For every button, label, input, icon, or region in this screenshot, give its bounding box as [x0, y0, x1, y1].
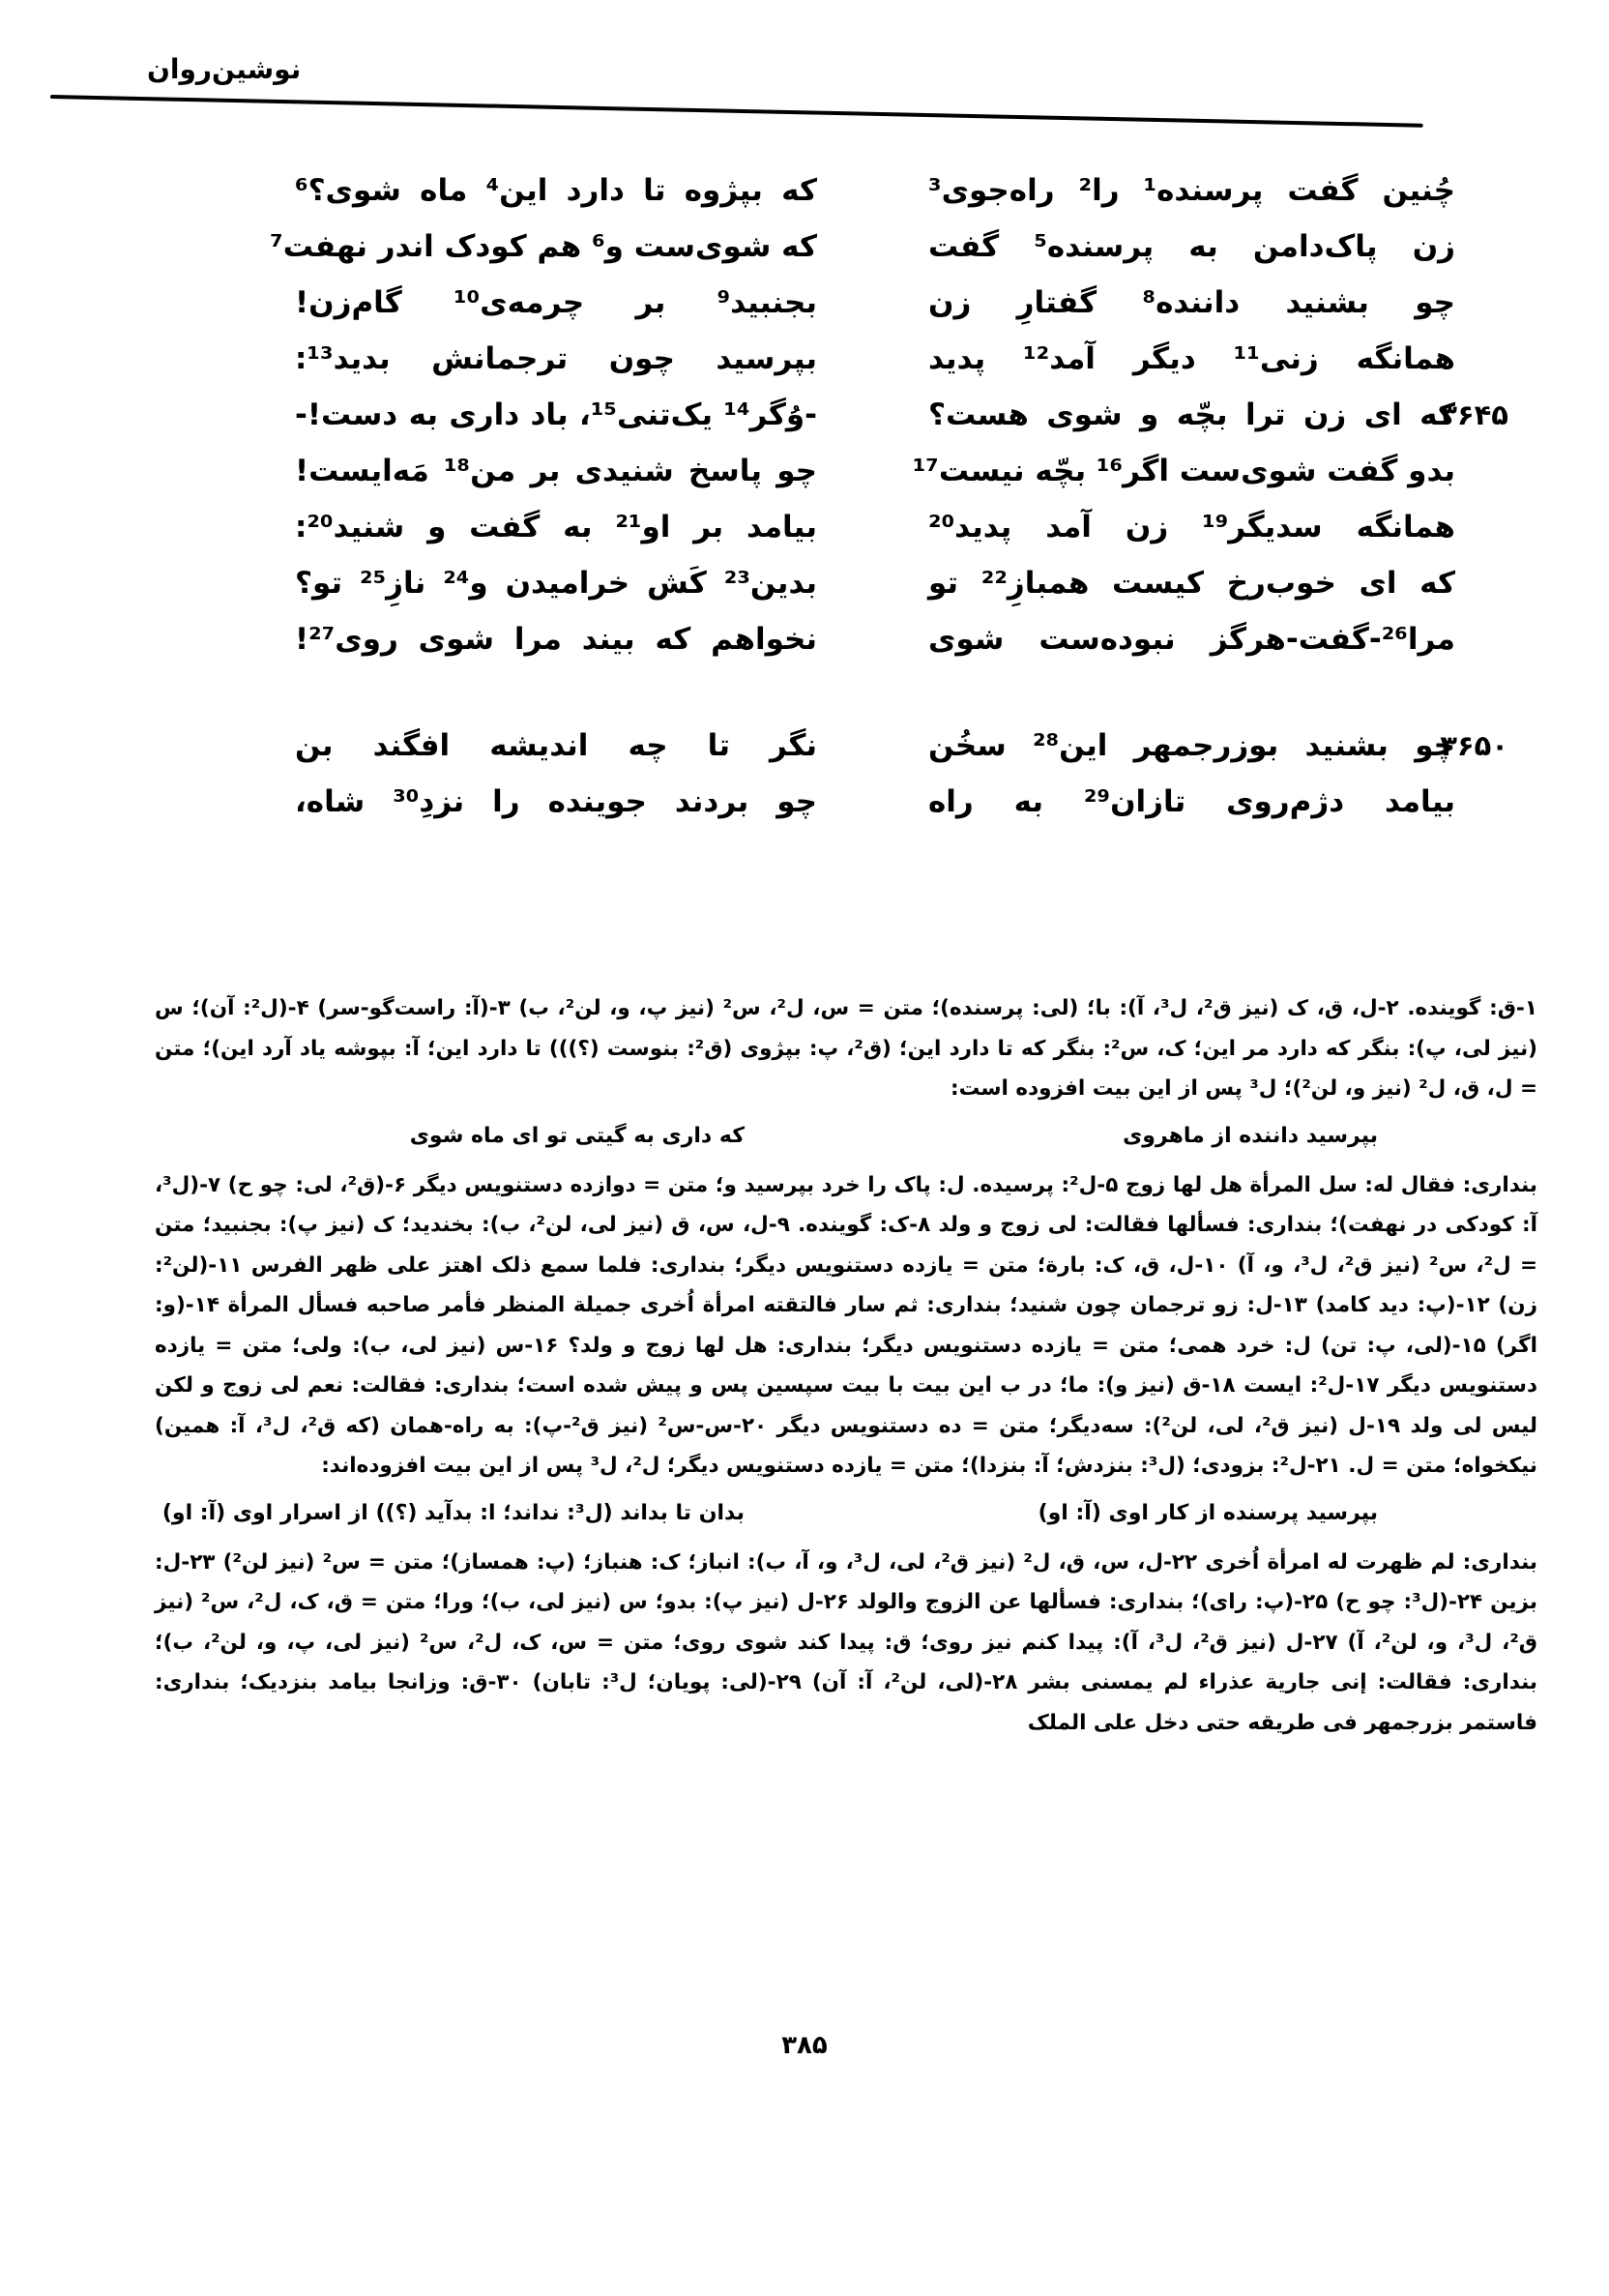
- hemistich-second: بیامد بر او²¹ به گفت و شنید²⁰:: [295, 510, 817, 545]
- quoted-verse: [155, 1490, 1537, 1537]
- hemistich-second: که بپژوه تا دارد این⁴ ماه شوی؟⁶: [295, 173, 817, 208]
- hemistich-first: زن پاک‌دامن به پرسنده⁵ گفت: [928, 229, 1455, 264]
- hemistich-second: بدین²³ کَش خرامیدن و²⁴ نازِ²⁵ تو؟: [295, 566, 817, 601]
- footnote-paragraph: ۱-ق: گوینده. ۲-ل، ق، ک (نیز ق²، ل³، آ): با؛ (لی: پرسنده)؛ متن = س، ل²، س² (نیز پ، و، لن²، ب) ۳-(آ: راست‌گو-سر) ۴-(ل²: آن)؛ س (نیز لی، پ): بنگر که دارد مر این؛ ک، س²: بنگر که تا دارد این؛ (ق²، پ: بپژوی (ق²: بنوست (؟))) تا دارد این؛ آ: بپوشه یاد آرد این)؛ متن = ل، ق، ل² (نیز و، لن²)؛ ل³ پس از این بیت افزوده است:: [155, 996, 1537, 1101]
- verse-line: [232, 774, 1508, 830]
- hemistich-first: چو بشنید داننده⁸ گفتارِ زن: [928, 285, 1455, 320]
- hemistich-second: که شوی‌ست و⁶ هم کودک اندر نهفت⁷: [270, 229, 817, 264]
- footnote-paragraph: بنداری: لم ظهرت له امرأة اُخری ۲۲-ل، س، ق، ل² (نیز ق²، لی، ل³، و، آ، ب): انباز؛ ک: هنباز؛ (پ: همساز)؛ متن = س² (نیز لن²) ۲۳-ل: بزین ۲۴-(ل³: چو ح) ۲۵-(پ: رای)؛ بنداری: فسألها عن الزوج والولد ۲۶-ل (نیز پ): بدو؛ س (نیز لی، ب)؛ ورا؛ متن = ق، ک، ل²، س² (نیز ق²، ل³، و، لن²، آ) ۲۷-ل (نیز ق²، ل³، آ): پیدا کنم نیز روی؛ ق: پیدا کند شوی روی؛ متن = س، ک، ل²، س² (نیز لی، پ، و، لن²، ب)؛ بنداری: فقالت: إنی جاریة عذراء لم یمسنی بشر ۲۸-(لی، لن²، آ: آن) ۲۹-(لی: پویان؛ ل³: تابان) ۳۰-ق: وزانجا بیامد بنزدیک؛ بنداری: فاستمر بزرجمهر فی طریقه حتی دخل علی الملک: [155, 1549, 1538, 1735]
- verse-line: [232, 718, 1508, 774]
- verse-line: [232, 387, 1508, 443]
- quoted-hemistich-first: بپرسید پرسنده از کار اوی (آ: او): [1038, 1500, 1378, 1525]
- quoted-hemistich-second: بدان تا بداند (ل³: نداند؛ ا: بدآید (؟)) از اسرار اوی (آ: او): [161, 1500, 745, 1525]
- hemistich-first: همانگه زنی¹¹ دیگر آمد¹² پدید: [928, 341, 1456, 376]
- hemistich-first: چو بشنید بوزرجمهر این²⁸ سخُن: [928, 728, 1455, 763]
- hemistich-first: بدو گفت شوی‌ست اگر¹⁶ بچّه نیست¹⁷: [912, 454, 1455, 488]
- hemistich-first: همانگه سدیگر¹⁹ زن آمد پدید²⁰: [928, 510, 1455, 545]
- verse-line: [232, 555, 1508, 611]
- hemistich-second: -وُگر¹⁴ یک‌تنی¹⁵، باد داری به دست!-: [295, 397, 817, 432]
- verse-line: [232, 499, 1508, 555]
- hemistich-first: که ای خوب‌رخ کیست همبازِ²² تو: [928, 566, 1455, 601]
- footnotes-apparatus: [155, 988, 1537, 1743]
- hemistich-first: که ای زن ترا بچّه و شوی هست؟: [928, 397, 1455, 432]
- verse-line: [232, 331, 1508, 387]
- hemistich-second: نگر تا چه اندیشه افگند بن: [295, 728, 817, 763]
- hemistich-second: بپرسید چون ترجمانش بدید¹³:: [295, 341, 817, 376]
- verse-line: [232, 275, 1508, 331]
- stanza-gap: [232, 667, 1508, 718]
- running-title: نوشین‌روان: [147, 53, 302, 85]
- verse-block: [232, 162, 1508, 830]
- quoted-hemistich-first: بپرسید داننده از ماهروی: [1123, 1123, 1378, 1148]
- quoted-hemistich-second: که داری به گیتی تو ای ماه شوی: [409, 1123, 745, 1148]
- hemistich-second: چو پاسخ شنیدی بر من¹⁸ مَه‌ایست!: [295, 454, 817, 488]
- hemistich-second: بجنبید⁹ بر چرمه‌ی¹⁰ گام‌زن!: [295, 285, 818, 320]
- verse-number: ۳۶۴۵: [1440, 398, 1508, 431]
- quoted-verse: [155, 1113, 1537, 1160]
- header-rule: [50, 95, 1423, 128]
- hemistich-first: مرا²⁶-گفت-هرگز نبوده‌ست شوی: [928, 622, 1455, 657]
- verse-line: [232, 162, 1508, 219]
- footnote-paragraph: بنداری: فقال له: سل المرأة هل لها زوج ۵-ل²: پرسیده. ل: پاک را خرد بپرسید و؛ متن = دوازده دستنویس دیگر ۶-(ق²، لی: چو ح) ۷-(ل³، آ: کودکی در نهفت)؛ بنداری: فسألها فقالت: لی زوج و ولد ۸-ک: گوینده. ۹-ل، س، ق (نیز لی، لن²، ب): بخندید؛ ک (نیز پ): بجنبید؛ متن = ل²، س² (نیز ق²، ل³، و، آ) ۱۰-ل، ق، ک: بارة؛ متن = یازده دستنویس دیگر؛ بنداری: فلما سمع ذلک اهتز علی ظهر الفرس ۱۱-(لن²: زن) ۱۲-(پ: دید کامد) ۱۳-ل: زو ترجمان چون شنید؛ بنداری: ثم سار فالتقته امرأة اُخری جمیلة المنظر فأمر صاحبه فسأل المرأة ۱۴-(و: اگر) ۱۵-(لی، پ: تن) ل: خرد همی؛ متن = یازده دستنویس دیگر؛ بنداری: هل لها زوج و ولد؟ ۱۶-س (نیز لی، ب): ولی؛ متن = یازده دستنویس دیگر ۱۷-ل²: ایست ۱۸-ق (نیز و): ما؛ در ب این بیت با بیت سپسین پس و پیش شده است؛ بنداری: فقالت: نعم لی زوج و لکن لیس لی ولد ۱۹-ل (نیز ق²، لی، لن²): سه‌دیگر؛ متن = ده دستنویس دیگر ۲۰-س-س² (نیز ق²-پ): به راه-همان (که ق²، ل³، آ: همین) نیکخواه؛ متن = ل. ۲۱-ل²: بزودی؛ (ل³: بنزدش؛ آ: بنزدا)؛ متن = یازده دستنویس دیگر؛ ل²، ل³ پس از این بیت افزوده‌اند:: [155, 1172, 1538, 1478]
- verse-line: [232, 443, 1508, 499]
- page-number: ۳۸۵: [781, 2031, 828, 2060]
- verse-line: [232, 219, 1508, 275]
- hemistich-second: نخواهم که بیند مرا شوی روی²⁷!: [295, 622, 817, 657]
- hemistich-first: چُنین گفت پرسنده¹ را² راه‌جوی³: [928, 173, 1455, 208]
- hemistich-first: بیامد دژم‌روی تازان²⁹ به راه: [928, 784, 1455, 819]
- verse-line: [232, 611, 1508, 667]
- verse-number: ۳۶۵۰: [1440, 729, 1508, 762]
- hemistich-second: چو بردند جوینده را نزدِ³⁰ شاه،: [295, 784, 817, 819]
